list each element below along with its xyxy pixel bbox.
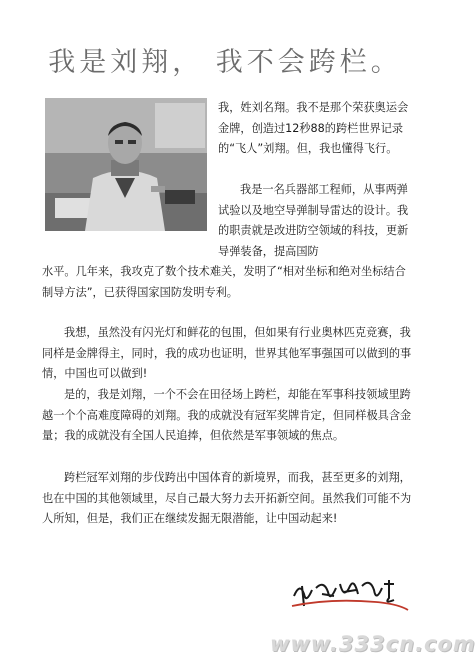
paragraph-work-continued: 水平。几年来，我攻克了数个技术难关，发明了“相对坐标和绝对坐标结合制导方法”，已获得国家国防发明专利。 <box>42 265 406 299</box>
paragraph-achievements: 是的，我是刘翔，一个不会在田径场上跨栏，却能在军事科技领域里跨越一个个高难度障碍的刘翔。我的成就没有冠军奖牌肯定，但同样极具含金量；我的成就没有全国人民追捧，但依然是军事领域的焦点。 <box>42 388 412 442</box>
portrait-photo <box>45 98 207 231</box>
paragraph-work: 我是一名兵器部工程师，从事两弹试验以及地空导弹制导雷达的设计。我的职责就是改进防空领域的科技，更新导弹装备，提高国防 <box>218 183 409 258</box>
paragraph-intro: 我，姓刘名翔。我不是那个荣获奥运会金牌，创造过12秒88的跨栏世界记录的“飞人”刘翔。但，我也懂得飞行。 <box>218 101 409 155</box>
portrait-illustration <box>45 98 207 231</box>
paragraph-closing: 跨栏冠军刘翔的步伐跨出中国体育的新境界，而我，甚至更多的刘翔，也在中国的其他领域里，尽自己最大努力去开拓新空间。虽然我们可能不为人所知，但是，我们正在继续发掘无限潜能，让中国动起来! <box>42 471 412 525</box>
handwritten-signature <box>290 574 410 612</box>
site-watermark: www.333cn.com <box>270 632 476 656</box>
page-headline: 我是刘翔， 我不会跨栏。 <box>48 47 402 78</box>
paragraph-thoughts: 我想，虽然没有闪光灯和鲜花的包围，但如果有行业奥林匹克竞赛，我同样是金牌得主，同时，我的成功也证明，世界其他军事强国可以做到的事情，中国也可以做到! <box>42 326 412 380</box>
